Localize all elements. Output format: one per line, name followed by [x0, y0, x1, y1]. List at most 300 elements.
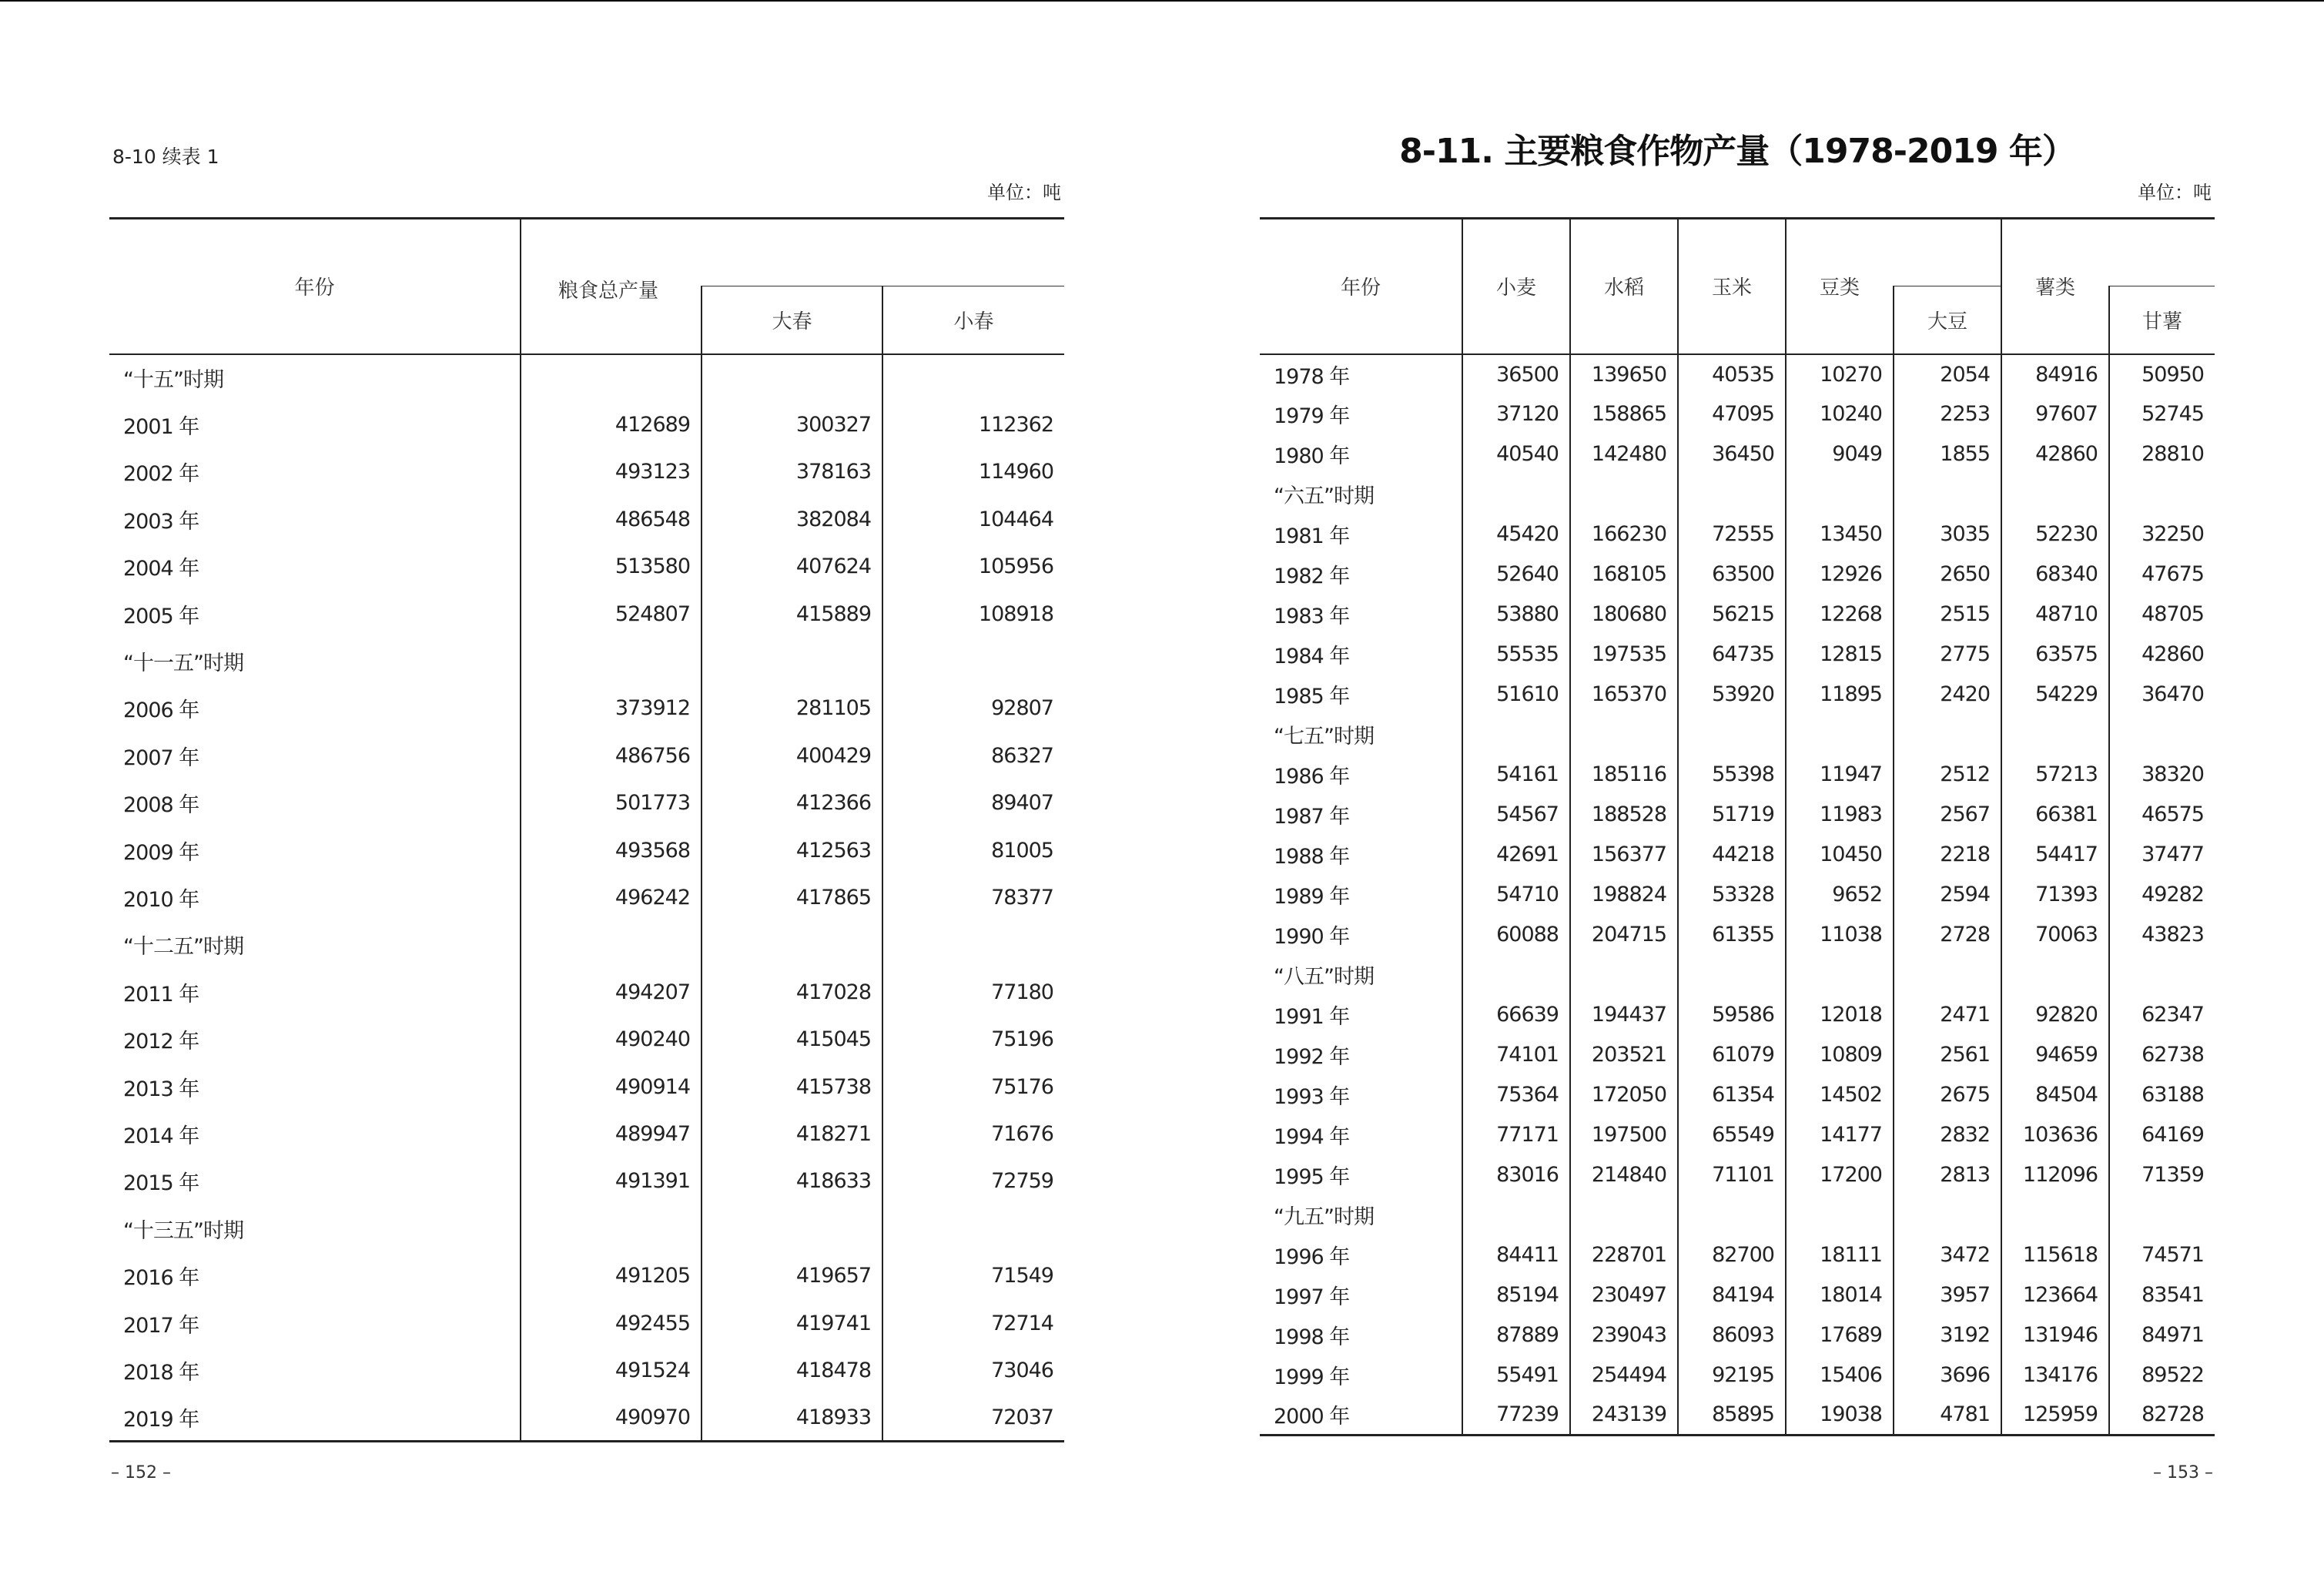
- table-row: [1260, 514, 2215, 554]
- table-cell: 10270: [1786, 354, 1894, 394]
- table-cell: 9652: [1786, 875, 1894, 915]
- header-blank: [702, 219, 1064, 286]
- table-cell: 185116: [1570, 755, 1678, 795]
- table-cell: 4781: [1894, 1395, 2001, 1436]
- table-cell: 66639: [1462, 995, 1570, 1035]
- year-label: 1987 年: [1274, 805, 1350, 829]
- year-label: 2017 年: [123, 1313, 199, 1338]
- table-cell: 55398: [1678, 755, 1786, 795]
- table-cell: 373912: [521, 685, 702, 732]
- table-cell: [1570, 474, 1678, 514]
- table-cell: 400429: [702, 732, 882, 779]
- table-cell: 254494: [1570, 1355, 1678, 1395]
- table-cell: 17689: [1786, 1315, 1894, 1355]
- table-cell: 486756: [521, 732, 702, 779]
- table-cell: 108918: [882, 590, 1064, 637]
- table-cell: 198824: [1570, 875, 1678, 915]
- table-cell: 78377: [882, 874, 1064, 921]
- table-cell: 92820: [2001, 995, 2109, 1035]
- table-cell: 415738: [702, 1063, 882, 1110]
- table-cell: 84916: [2001, 354, 2109, 394]
- table-cell: 490970: [521, 1394, 702, 1441]
- table-cell: 85194: [1462, 1275, 1570, 1315]
- table-cell: [1786, 474, 1894, 514]
- table-row: [1260, 1275, 2215, 1315]
- table-cell: 72714: [882, 1299, 1064, 1346]
- table-row: [1260, 354, 2215, 394]
- table-cell: 65549: [1678, 1115, 1786, 1155]
- header-blank: [1894, 219, 2001, 286]
- table-cell: 1855: [1894, 434, 2001, 474]
- table-row: [109, 826, 1064, 873]
- table-cell: 2512: [1894, 755, 2001, 795]
- table-cell: 165370: [1570, 675, 1678, 715]
- header-tubers: 薯类: [2001, 219, 2109, 354]
- table-cell: 59586: [1678, 995, 1786, 1035]
- table-cell: 53920: [1678, 675, 1786, 715]
- table-cell: 243139: [1570, 1395, 1678, 1436]
- table-cell: 77180: [882, 969, 1064, 1016]
- table-row: [1260, 875, 2215, 915]
- table-cell: 42691: [1462, 835, 1570, 875]
- header-year: 年份: [109, 219, 521, 354]
- table-row: [1260, 1115, 2215, 1155]
- table-cell: 54229: [2001, 675, 2109, 715]
- table-cell: 197500: [1570, 1115, 1678, 1155]
- table-row: [1260, 554, 2215, 595]
- year-label: 2000 年: [1260, 1395, 1462, 1436]
- table-cell: [1678, 474, 1786, 514]
- table-cell: 60088: [1462, 915, 1570, 955]
- table-cell: 203521: [1570, 1035, 1678, 1075]
- table-cell: 491524: [521, 1347, 702, 1394]
- table-cell: 13450: [1786, 514, 1894, 554]
- table-cell: 89407: [882, 779, 1064, 826]
- unit-label: 单位：吨: [987, 182, 1061, 203]
- table-cell: 2594: [1894, 875, 2001, 915]
- table-cell: [882, 638, 1064, 685]
- table-cell: 418933: [702, 1394, 882, 1441]
- table-cell: 419657: [702, 1252, 882, 1299]
- table-cell: [1678, 1195, 1786, 1235]
- table-cell: 418271: [702, 1111, 882, 1157]
- table-cell: 18014: [1786, 1275, 1894, 1315]
- table-cell: [702, 638, 882, 685]
- table-row: [1260, 635, 2215, 675]
- table-cell: 11947: [1786, 755, 1894, 795]
- table-row: [1260, 1395, 2215, 1436]
- table-subtitle: 8-10 续表 1: [112, 146, 219, 168]
- year-label: 2016 年: [123, 1266, 199, 1291]
- table-cell: 2728: [1894, 915, 2001, 955]
- year-label: 1996 年: [1274, 1245, 1350, 1269]
- year-label: 1993 年: [1274, 1085, 1350, 1109]
- table-cell: 81005: [882, 826, 1064, 873]
- table-cell: 158865: [1570, 394, 1678, 434]
- table-cell: 62347: [2109, 995, 2215, 1035]
- table-cell: 214840: [1570, 1155, 1678, 1195]
- period-row: [1260, 955, 2215, 995]
- period-row: [1260, 474, 2215, 514]
- table-cell: 12268: [1786, 595, 1894, 635]
- table-cell: [2001, 1195, 2109, 1235]
- table-cell: 77239: [1462, 1395, 1570, 1436]
- table-cell: 417865: [702, 874, 882, 921]
- table-cell: [1894, 955, 2001, 995]
- table-cell: [1894, 715, 2001, 755]
- table-cell: 11895: [1786, 675, 1894, 715]
- table-cell: 12815: [1786, 635, 1894, 675]
- table-cell: 52745: [2109, 394, 2215, 434]
- table-row: [109, 685, 1064, 732]
- table-row: [109, 590, 1064, 637]
- period-row: [109, 638, 1064, 685]
- table-cell: 382084: [702, 496, 882, 543]
- table-cell: 66381: [2001, 795, 2109, 835]
- year-label: 1986 年: [1274, 765, 1350, 789]
- table-cell: 72759: [882, 1157, 1064, 1204]
- period-label: “七五”时期: [1274, 725, 1374, 749]
- period-label: “六五”时期: [1274, 484, 1374, 508]
- table-cell: [2001, 715, 2109, 755]
- table-cell: 493568: [521, 826, 702, 873]
- table-cell: 2420: [1894, 675, 2001, 715]
- page-number-left: – 152 –: [111, 1463, 171, 1482]
- table-cell: 112362: [882, 401, 1064, 448]
- table-cell: 490240: [521, 1016, 702, 1063]
- table-cell: 486548: [521, 496, 702, 543]
- table-cell: 134176: [2001, 1355, 2109, 1395]
- table-cell: 84504: [2001, 1075, 2109, 1115]
- year-label: 1999 年: [1274, 1365, 1350, 1389]
- table-row: [1260, 595, 2215, 635]
- table-cell: [1462, 955, 1570, 995]
- table-cell: 300327: [702, 401, 882, 448]
- table-cell: 114960: [882, 448, 1064, 495]
- table-cell: [2109, 715, 2215, 755]
- year-label: 2008 年: [123, 793, 199, 818]
- table-cell: [1570, 955, 1678, 995]
- grain-output-table-continued: [109, 217, 1064, 1442]
- table-cell: 92195: [1678, 1355, 1786, 1395]
- period-label: “十一五”时期: [123, 652, 243, 676]
- table-cell: 513580: [521, 543, 702, 590]
- year-label: 2012 年: [123, 1030, 199, 1054]
- table-row: [1260, 1315, 2215, 1355]
- table-cell: 197535: [1570, 635, 1678, 675]
- table-cell: 524807: [521, 590, 702, 637]
- table-cell: 156377: [1570, 835, 1678, 875]
- table-cell: 94659: [2001, 1035, 2109, 1075]
- year-label: 1992 年: [1274, 1045, 1350, 1069]
- table-cell: 501773: [521, 779, 702, 826]
- table-cell: 38320: [2109, 755, 2215, 795]
- table-cell: 188528: [1570, 795, 1678, 835]
- table-cell: 18111: [1786, 1235, 1894, 1275]
- table-cell: [521, 1205, 702, 1252]
- table-cell: 228701: [1570, 1235, 1678, 1275]
- table-cell: 9049: [1786, 434, 1894, 474]
- table-row: [109, 969, 1064, 1016]
- table-cell: 52230: [2001, 514, 2109, 554]
- table-cell: 97607: [2001, 394, 2109, 434]
- table-row: [109, 543, 1064, 590]
- table-cell: 54417: [2001, 835, 2109, 875]
- table-cell: [1786, 955, 1894, 995]
- table-cell: [521, 638, 702, 685]
- year-label: 2007 年: [123, 745, 199, 770]
- table-cell: 73046: [882, 1347, 1064, 1394]
- table-cell: 496242: [521, 874, 702, 921]
- table-cell: 71676: [882, 1111, 1064, 1157]
- table-cell: 55491: [1462, 1355, 1570, 1395]
- table-row: [1260, 755, 2215, 795]
- year-label: 2001 年: [123, 415, 199, 440]
- table-cell: 44218: [1678, 835, 1786, 875]
- table-cell: 57213: [2001, 755, 2109, 795]
- table-cell: [1678, 715, 1786, 755]
- table-row: [109, 496, 1064, 543]
- table-cell: 417028: [702, 969, 882, 1016]
- table-row: [1260, 1075, 2215, 1115]
- table-cell: 2253: [1894, 394, 2001, 434]
- table-cell: 112096: [2001, 1155, 2109, 1195]
- table-cell: 85895: [1678, 1395, 1786, 1436]
- table-cell: [1462, 474, 1570, 514]
- table-cell: 2054: [1894, 354, 2001, 394]
- period-label: “九五”时期: [1274, 1205, 1374, 1229]
- table-cell: [882, 354, 1064, 401]
- header-dachun: 大春: [702, 286, 882, 354]
- table-cell: 168105: [1570, 554, 1678, 595]
- table-cell: 2775: [1894, 635, 2001, 675]
- table-cell: 14177: [1786, 1115, 1894, 1155]
- table-cell: 63575: [2001, 635, 2109, 675]
- year-label: 1979 年: [1274, 404, 1350, 428]
- table-cell: 72037: [882, 1394, 1064, 1441]
- table-row: [1260, 795, 2215, 835]
- table-cell: 493123: [521, 448, 702, 495]
- table-cell: 84411: [1462, 1235, 1570, 1275]
- year-label: 2010 年: [123, 887, 199, 912]
- year-label: 2005 年: [123, 604, 199, 628]
- table-cell: 3472: [1894, 1235, 2001, 1275]
- year-label: 1978 年: [1274, 364, 1350, 389]
- table-cell: 50950: [2109, 354, 2215, 394]
- table-cell: 54567: [1462, 795, 1570, 835]
- table-cell: 64735: [1678, 635, 1786, 675]
- table-cell: [1894, 474, 2001, 514]
- year-label: 1988 年: [1274, 845, 1350, 869]
- table-row: [109, 874, 1064, 921]
- table-cell: [2109, 955, 2215, 995]
- year-label: 2015 年: [123, 1171, 199, 1196]
- table-cell: [882, 1205, 1064, 1252]
- table-cell: 74101: [1462, 1035, 1570, 1075]
- table-cell: 166230: [1570, 514, 1678, 554]
- table-cell: 125959: [2001, 1395, 2109, 1436]
- table-row: [109, 732, 1064, 779]
- table-cell: 11038: [1786, 915, 1894, 955]
- table-cell: 115618: [2001, 1235, 2109, 1275]
- table-cell: 63188: [2109, 1075, 2215, 1115]
- table-row: [1260, 434, 2215, 474]
- table-cell: 105956: [882, 543, 1064, 590]
- table-cell: 3035: [1894, 514, 2001, 554]
- table-cell: 239043: [1570, 1315, 1678, 1355]
- year-label: 2013 年: [123, 1077, 199, 1101]
- table-cell: 49282: [2109, 875, 2215, 915]
- table-cell: 70063: [2001, 915, 2109, 955]
- table-cell: 2218: [1894, 835, 2001, 875]
- table-row: [1260, 1155, 2215, 1195]
- left-table-body: [109, 354, 1064, 1442]
- year-label: 1980 年: [1274, 444, 1350, 468]
- year-label: 2006 年: [123, 699, 199, 723]
- table-cell: 10450: [1786, 835, 1894, 875]
- year-label: 1983 年: [1274, 605, 1350, 628]
- table-cell: 63500: [1678, 554, 1786, 595]
- table-cell: 407624: [702, 543, 882, 590]
- header-wheat: 小麦: [1462, 219, 1570, 354]
- table-cell: 61355: [1678, 915, 1786, 955]
- table-cell: [702, 354, 882, 401]
- table-cell: 71101: [1678, 1155, 1786, 1195]
- year-label: 2003 年: [123, 509, 199, 534]
- header-rice: 水稻: [1570, 219, 1678, 354]
- period-row: [109, 921, 1064, 968]
- table-cell: 71359: [2109, 1155, 2215, 1195]
- right-table-body: [1260, 354, 2215, 1436]
- table-row: [109, 1299, 1064, 1346]
- table-cell: 494207: [521, 969, 702, 1016]
- table-cell: 43823: [2109, 915, 2215, 955]
- table-row: [1260, 835, 2215, 875]
- year-label: 1998 年: [1274, 1325, 1350, 1349]
- table-row: [1260, 1035, 2215, 1075]
- table-cell: 51719: [1678, 795, 1786, 835]
- year-label: 2014 年: [123, 1124, 199, 1148]
- table-cell: [1462, 715, 1570, 755]
- period-label: “十三五”时期: [123, 1218, 243, 1243]
- table-cell: 2675: [1894, 1075, 2001, 1115]
- table-cell: 47095: [1678, 394, 1786, 434]
- table-cell: 180680: [1570, 595, 1678, 635]
- year-label: 2019 年: [109, 1394, 521, 1441]
- table-cell: [1570, 1195, 1678, 1235]
- table-cell: 419741: [702, 1299, 882, 1346]
- table-row: [109, 1157, 1064, 1204]
- table-cell: 48705: [2109, 595, 2215, 635]
- table-row: [109, 401, 1064, 448]
- table-cell: 45420: [1462, 514, 1570, 554]
- table-row: [1260, 1235, 2215, 1275]
- year-label: 2002 年: [123, 462, 199, 487]
- table-cell: 61354: [1678, 1075, 1786, 1115]
- table-cell: 139650: [1570, 354, 1678, 394]
- table-cell: 230497: [1570, 1275, 1678, 1315]
- table-cell: 131946: [2001, 1315, 2109, 1355]
- table-cell: 281105: [702, 685, 882, 732]
- table-cell: [2109, 1195, 2215, 1235]
- period-label: “十二五”时期: [123, 935, 243, 960]
- table-cell: 62738: [2109, 1035, 2215, 1075]
- table-cell: 36470: [2109, 675, 2215, 715]
- table-cell: 10240: [1786, 394, 1894, 434]
- table-cell: [2109, 474, 2215, 514]
- table-title: 8-11. 主要粮食作物产量（1978-2019 年）: [1399, 132, 2075, 171]
- header-xiaochun: 小春: [882, 286, 1064, 354]
- page-number-right: – 153 –: [2153, 1463, 2213, 1482]
- table-cell: [1894, 1195, 2001, 1235]
- table-cell: 37477: [2109, 835, 2215, 875]
- table-cell: 2832: [1894, 1115, 2001, 1155]
- table-cell: 46575: [2109, 795, 2215, 835]
- table-cell: 53328: [1678, 875, 1786, 915]
- header-soybean: 大豆: [1894, 286, 2001, 354]
- year-label: 1984 年: [1274, 645, 1350, 668]
- table-cell: 52640: [1462, 554, 1570, 595]
- header-blank: [2109, 219, 2215, 286]
- table-cell: 418633: [702, 1157, 882, 1204]
- table-cell: 82700: [1678, 1235, 1786, 1275]
- table-cell: 74571: [2109, 1235, 2215, 1275]
- table-cell: 84194: [1678, 1275, 1786, 1315]
- table-cell: 36450: [1678, 434, 1786, 474]
- year-label: 1989 年: [1274, 885, 1350, 909]
- year-label: 1997 年: [1274, 1285, 1350, 1309]
- table-cell: 103636: [2001, 1115, 2109, 1155]
- table-row: [109, 1347, 1064, 1394]
- table-cell: 3192: [1894, 1315, 2001, 1355]
- table-row: [109, 1111, 1064, 1157]
- table-row: [109, 1394, 1064, 1441]
- table-cell: 55535: [1462, 635, 1570, 675]
- main-crops-output-table: [1260, 217, 2215, 1436]
- year-label: 1985 年: [1274, 685, 1350, 709]
- header-sweet-potato: 甘薯: [2109, 286, 2215, 354]
- table-cell: 194437: [1570, 995, 1678, 1035]
- table-cell: [521, 921, 702, 968]
- year-label: 2011 年: [123, 982, 199, 1007]
- table-cell: 2567: [1894, 795, 2001, 835]
- table-cell: 378163: [702, 448, 882, 495]
- table-row: [1260, 675, 2215, 715]
- table-cell: 82728: [2109, 1395, 2215, 1436]
- table-cell: 83016: [1462, 1155, 1570, 1195]
- top-border-line: [0, 0, 2324, 2]
- table-row: [109, 1016, 1064, 1063]
- table-cell: 71393: [2001, 875, 2109, 915]
- table-cell: 12926: [1786, 554, 1894, 595]
- table-cell: 491205: [521, 1252, 702, 1299]
- table-cell: 2515: [1894, 595, 2001, 635]
- table-cell: 48710: [2001, 595, 2109, 635]
- table-cell: 2561: [1894, 1035, 2001, 1075]
- table-cell: 72555: [1678, 514, 1786, 554]
- period-label: “八五”时期: [1274, 965, 1374, 989]
- table-cell: 489947: [521, 1111, 702, 1157]
- table-cell: [1786, 1195, 1894, 1235]
- table-cell: 54710: [1462, 875, 1570, 915]
- year-label: 1982 年: [1274, 565, 1350, 588]
- table-cell: 2471: [1894, 995, 2001, 1035]
- table-cell: 84971: [2109, 1315, 2215, 1355]
- table-cell: 12018: [1786, 995, 1894, 1035]
- table-cell: 142480: [1570, 434, 1678, 474]
- table-cell: [521, 354, 702, 401]
- table-cell: 47675: [2109, 554, 2215, 595]
